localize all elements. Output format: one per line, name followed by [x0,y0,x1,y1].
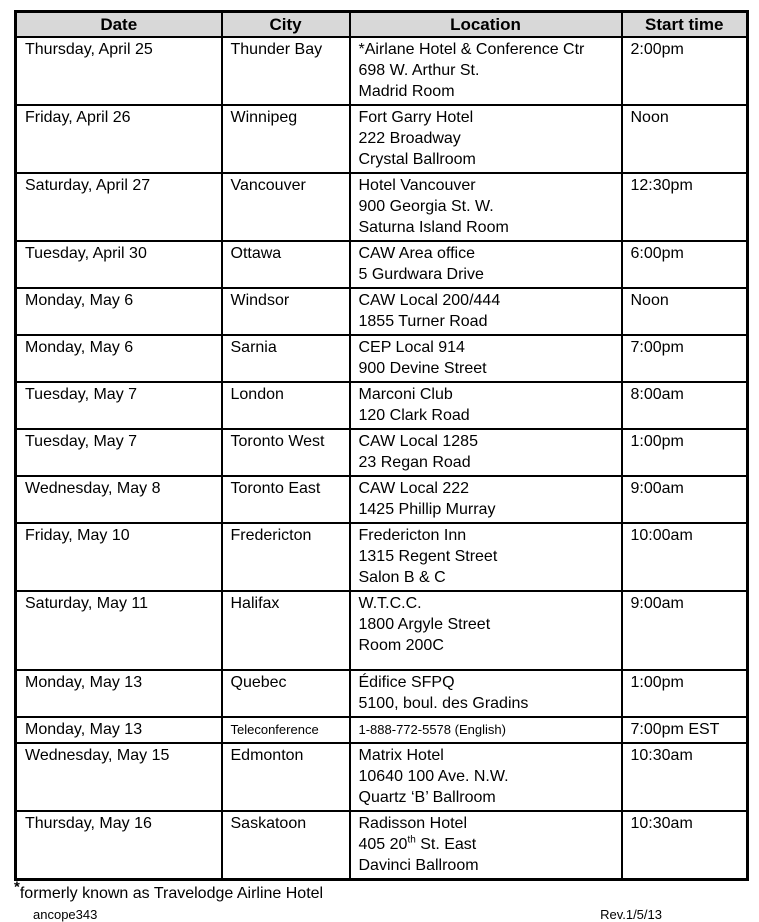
location-cell [350,382,622,429]
table-row [16,37,748,105]
location-line: 1855 Turner Road [358,313,488,330]
start-time-cell: 10:30am [622,811,748,880]
city-cell: Halifax [222,591,350,670]
schedule-table [14,10,749,881]
location-line: 23 Regan Road [358,454,471,471]
date-cell: Monday, May 13 [16,670,222,717]
location-line: Davinci Ballroom [358,857,479,874]
location-cell [350,37,622,105]
ordinal-suffix: th [407,834,416,846]
city-cell: Teleconference [222,717,350,743]
location-line: CAW Local 200/444 [358,292,501,309]
table-row [16,743,748,811]
table-row [16,105,748,173]
start-time-cell: 8:00am [622,382,748,429]
location-line: Salon B & C [358,569,446,586]
start-time-cell: 6:00pm [622,241,748,288]
start-time-cell: 9:00am [622,476,748,523]
start-time-cell: 1:00pm [622,429,748,476]
date-cell: Saturday, May 11 [16,591,222,670]
location-cell [350,476,622,523]
location-line: 900 Georgia St. W. [358,198,494,215]
start-time-cell: Noon [622,288,748,335]
location-line: 900 Devine Street [358,360,487,377]
location-cell [350,670,622,717]
location-line: Crystal Ballroom [358,151,476,168]
table-row [16,429,748,476]
city-cell: Toronto East [222,476,350,523]
page-meta-row [14,907,748,922]
location-line: Marconi Club [358,386,453,403]
date-cell: Friday, May 10 [16,523,222,591]
city-cell: Ottawa [222,241,350,288]
location-cell [350,717,622,743]
location-line: Matrix Hotel [358,747,444,764]
location-cell [350,591,622,670]
header-city: City [222,12,350,38]
city-cell: Edmonton [222,743,350,811]
location-line: Édifice SFPQ [358,674,455,691]
city-cell: Sarnia [222,335,350,382]
city-cell: Saskatoon [222,811,350,880]
header-location: Location [350,12,622,38]
location-line: Madrid Room [358,83,455,100]
date-cell: Thursday, April 25 [16,37,222,105]
location-line: Radisson Hotel [358,815,467,832]
location-line: Quartz ‘B’ Ballroom [358,789,496,806]
location-line: 5100, boul. des Gradins [358,695,529,712]
city-cell: Quebec [222,670,350,717]
table-row [16,523,748,591]
date-cell: Monday, May 6 [16,288,222,335]
footnote [14,878,748,904]
city-cell: Vancouver [222,173,350,241]
date-cell: Monday, May 6 [16,335,222,382]
location-line: 120 Clark Road [358,407,470,424]
revision-label: Rev.1/5/13 [600,907,662,922]
location-line: CAW Local 1285 [358,433,478,450]
doc-code: ancope343 [33,907,98,922]
start-time-cell: 7:00pm EST [622,717,748,743]
location-cell [350,743,622,811]
table-row [16,670,748,717]
location-line: 5 Gurdwara Drive [358,266,484,283]
location-line: 1425 Phillip Murray [358,501,496,518]
location-line: *Airlane Hotel & Conference Ctr [358,41,585,58]
location-cell [350,105,622,173]
location-cell [350,173,622,241]
start-time-cell: 7:00pm [622,335,748,382]
start-time-cell: Noon [622,105,748,173]
location-line: 10640 100 Ave. N.W. [358,768,509,785]
location-line: 222 Broadway [358,130,461,147]
location-line: Hotel Vancouver [358,177,476,194]
date-cell: Wednesday, May 8 [16,476,222,523]
header-start-time: Start time [622,12,748,38]
table-row [16,476,748,523]
location-line: 1800 Argyle Street [358,616,491,633]
start-time-cell: 12:30pm [622,173,748,241]
date-cell: Wednesday, May 15 [16,743,222,811]
table-row [16,241,748,288]
start-time-cell: 1:00pm [622,670,748,717]
location-line: 405 20th St. East [358,834,477,853]
date-cell: Friday, April 26 [16,105,222,173]
city-cell: Thunder Bay [222,37,350,105]
location-line: Room 200C [358,637,444,654]
location-line: Fort Garry Hotel [358,109,474,126]
city-cell: Fredericton [222,523,350,591]
location-line: CEP Local 914 [358,339,465,356]
location-line: Fredericton Inn [358,527,467,544]
table-row [16,382,748,429]
location-cell [350,429,622,476]
footnote-text: formerly known as Travelodge Airline Hotel [19,885,324,902]
date-cell: Tuesday, May 7 [16,429,222,476]
location-cell [350,288,622,335]
city-cell: London [222,382,350,429]
date-cell: Saturday, April 27 [16,173,222,241]
location-cell [350,241,622,288]
start-time-cell: 9:00am [622,591,748,670]
location-line: CAW Local 222 [358,480,470,497]
city-cell: Windsor [222,288,350,335]
header-date: Date [16,12,222,38]
date-cell: Monday, May 13 [16,717,222,743]
location-cell [350,523,622,591]
date-cell: Tuesday, April 30 [16,241,222,288]
city-cell: Toronto West [222,429,350,476]
city-cell: Winnipeg [222,105,350,173]
header-row [16,12,748,38]
location-line: CAW Area office [358,245,475,262]
table-row [16,173,748,241]
location-cell [350,335,622,382]
location-cell [350,811,622,880]
table-row [16,288,748,335]
location-line: 1315 Regent Street [358,548,498,565]
date-cell: Thursday, May 16 [16,811,222,880]
location-line: Saturna Island Room [358,219,509,236]
start-time-cell: 10:30am [622,743,748,811]
location-line: 1-888-772-5578 (English) [358,722,506,737]
table-row [16,717,748,743]
location-line: W.T.C.C. [358,595,422,612]
table-row [16,335,748,382]
location-line: 698 W. Arthur St. [358,62,480,79]
table-row [16,591,748,670]
date-cell: Tuesday, May 7 [16,382,222,429]
schedule-table-body [16,37,748,880]
table-row [16,811,748,880]
footnote-asterisk: * [14,878,20,896]
start-time-cell: 2:00pm [622,37,748,105]
start-time-cell: 10:00am [622,523,748,591]
